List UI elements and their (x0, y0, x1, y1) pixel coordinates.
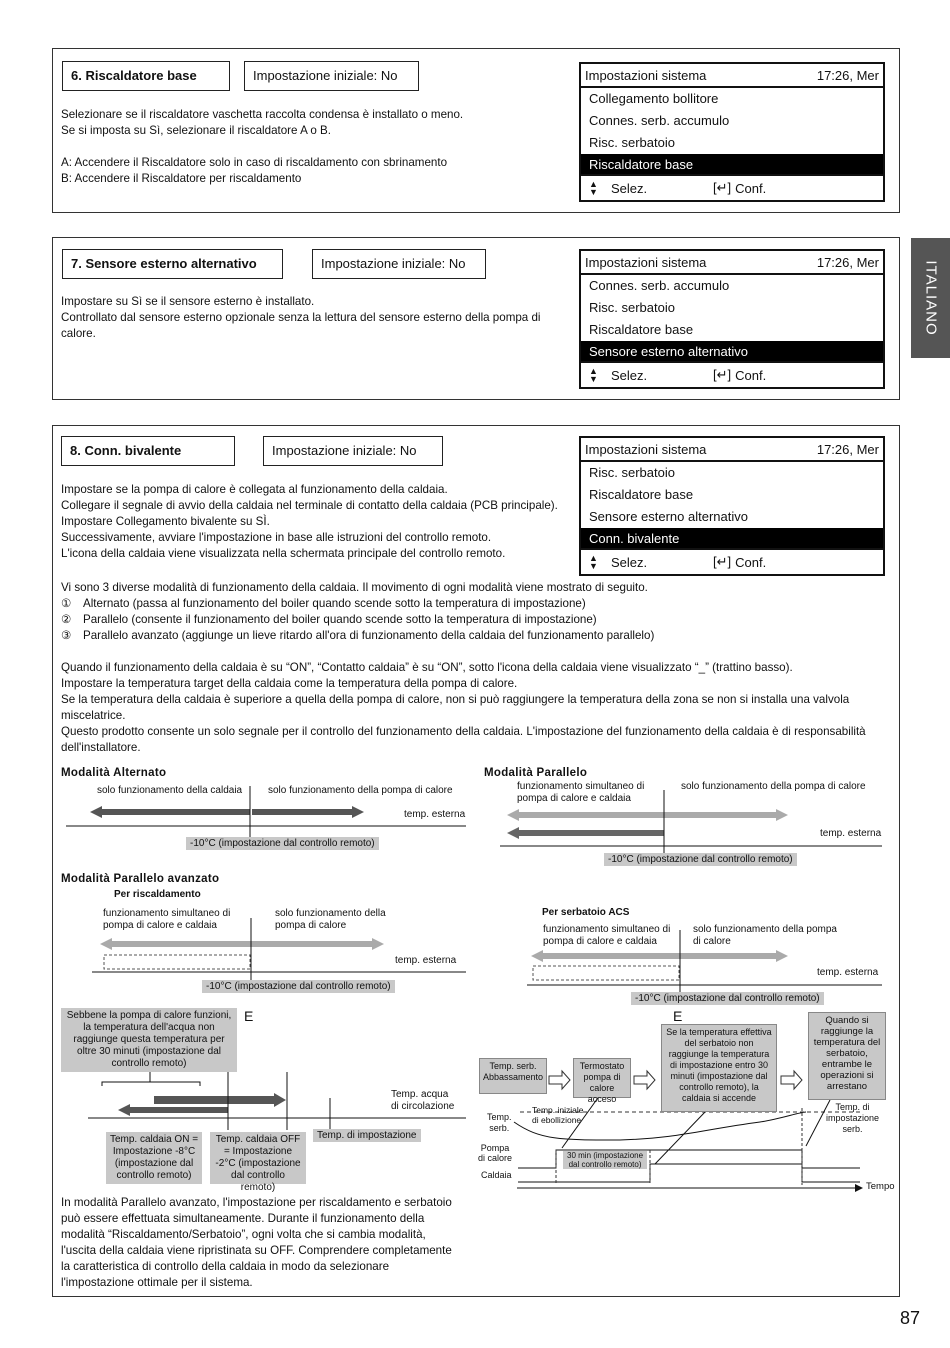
section-6-screen: Impostazioni sistema 17:26, Mer Collegamento bollitore Connes. serb. accumulo Risc. serbatoio Riscaldatore base ▲ ▼ Selez. [↵] Conf. (579, 62, 885, 202)
screen-item: Sensore esterno alternativo (589, 509, 748, 524)
flow-step-4: Quando si raggiunge la temperatura del serbatoio, entrambe le operazioni si arrestano (808, 1012, 886, 1100)
tankflow-boiler: Caldaia (481, 1170, 512, 1180)
section-8-screen: Impostazioni sistema 17:26, Mer Risc. serbatoio Riscaldatore base Sensore esterno alternativo Conn. bivalente ▲ ▼ Selez. [↵] Conf. (579, 436, 885, 576)
flow-step-3: Se la temperatura effettiva del serbatoio non raggiunge la temperatura di impostazione entro 30 minuti (impostazione dal controllo remoto), la caldaia si accende (661, 1024, 777, 1112)
screen-item-selected: Conn. bivalente (581, 528, 883, 550)
modes-list: ① Alternato (passa al funzionamento del boiler quando scende sotto la temperatura di impostazione) ② Parallelo (consente il funzionamento del boiler quando scende sotto la temperatura di impostazione) ③ Parallelo avanzato (aggiunge un lieve ritardo all'ora di funzionamento della caldaia del funzionamento parallelo) (61, 597, 655, 642)
avanzato-heating-sub: Per riscaldamento (114, 889, 201, 900)
screen-item: Risc. serbatoio (589, 300, 675, 315)
section-6-initial: Impostazione iniziale: No (244, 61, 419, 91)
avanzato-heating-right: solo funzionamento della pompa di calore (275, 908, 386, 931)
enter-icon: [↵] (713, 367, 732, 382)
section-6-title: 6. Riscaldatore base (62, 61, 230, 91)
alternato-setpoint: -10°C (impostazione dal controllo remoto) (186, 837, 379, 850)
screen-item: Collegamento bollitore (589, 91, 719, 106)
section-7-text: Impostare su Sì se il sensore esterno è installato. Controllato dal sensore esterno opzionale senza la lettura del sensore esterno della pompa di calore. (61, 295, 541, 340)
section-8-text: Impostare se la pompa di calore è collegata al funzionamento della caldaia. Collegare il segnale di avvio della caldaia nel terminale di contatto della caldaia (PCB principale). Impostare Collegamento bivalente su SÌ. Successivamente, avviare l'impostazione in base alle istruzioni del controllo remoto. L'icona della caldaia viene visualizzata nella schermata principale del controllo remoto. (61, 483, 558, 560)
section-7-title: 7. Sensore esterno alternativo (62, 249, 283, 279)
water-off-box: Temp. caldaia OFF = Impostazione -2°C (impostazione dal controllo remoto) (210, 1132, 306, 1184)
parallelo-left: funzionamento simultaneo di pompa di calore e caldaia (517, 781, 645, 804)
water-on-box: Temp. caldaia ON = Impostazione -8°C (impostazione dal controllo remoto) (106, 1132, 202, 1184)
tankflow-temp-serb: Temp. serb. (487, 1112, 512, 1133)
tankflow-set: Temp. di impostazione serb. (826, 1102, 880, 1134)
screen-item: Connes. serb. accumulo (589, 278, 730, 293)
screen-item-selected: Sensore esterno alternativo (581, 341, 883, 363)
tankflow-30min: 30 min (impostazione dal controllo remoto) (563, 1151, 647, 1169)
updown-icon: ▲ ▼ (589, 179, 598, 197)
screen-item: Risc. serbatoio (589, 135, 675, 150)
screen-item-selected: Riscaldatore base (581, 154, 883, 176)
avanzato-tank-sub: Per serbatoio ACS (542, 907, 630, 918)
parallelo-title: Modalità Parallelo (484, 767, 588, 779)
alternato-axis: temp. esterna (404, 809, 466, 820)
page-number: 87 (900, 1308, 921, 1328)
tankflow-pump: Pompa di calore (478, 1143, 513, 1163)
screen-item: Riscaldatore base (589, 322, 694, 337)
avanzato-tank-left: funzionamento simultaneo di pompa di calore e caldaia (543, 924, 671, 947)
avanzato-heating-axis: temp. esterna (395, 955, 457, 966)
parallelo-setpoint: -10°C (impostazione dal controllo remoto) (604, 853, 797, 866)
avanzato-tank-right: solo funzionamento della pompa di calore (693, 924, 837, 947)
avanzato-tank-setpoint: -10°C (impostazione dal controllo remoto) (631, 992, 824, 1005)
alternato-left: solo funzionamento della caldaia (97, 785, 243, 796)
flow-step-1: Temp. serb. Abbassamento (479, 1058, 547, 1094)
section-7-screen: Impostazioni sistema 17:26, Mer Connes. serb. accumulo Risc. serbatoio Riscaldatore base Sensore esterno alternativo ▲ ▼ Selez. [↵] Conf. (579, 249, 885, 389)
avanzato-tank-axis: temp. esterna (817, 967, 879, 978)
avanzato-title: Modalità Parallelo avanzato (61, 873, 220, 885)
section-8-title: 8. Conn. bivalente (61, 436, 235, 466)
water-set-tag: Temp. di impostazione (313, 1129, 421, 1142)
avanzato-heating-left: funzionamento simultaneo di pompa di calore e caldaia (103, 908, 231, 931)
alternato-right: solo funzionamento della pompa di calore (268, 785, 453, 796)
boiler-paragraph: Quando il funzionamento della caldaia è su “ON”, “Contatto caldaia” è su “ON”, sotto l'icona della caldaia viene visualizzato “_” (trattino basso). Impostare la temperatura target della caldaia come la temperatura della pompa di calore. Se la temperatura della caldaia è superiore a quella della pompa di calore, non si può raggiungere la temperatura della zona se non si installa una valvola miscelatrice. Questo prodotto consente un solo segnale per il controllo del funzionamento della caldaia. L'impostazione del funzionamento della caldaia è di responsabilità dell'installatore. (61, 661, 866, 754)
section-8-initial: Impostazione iniziale: No (263, 436, 443, 466)
screen-item: Connes. serb. accumulo (589, 113, 730, 128)
enter-icon: [↵] (713, 180, 732, 195)
parallelo-axis: temp. esterna (820, 828, 882, 839)
language-tab: ITALIANO (911, 238, 950, 358)
updown-icon: ▲ ▼ (589, 553, 598, 571)
alternato-title: Modalità Alternato (61, 767, 167, 779)
screen-item: Riscaldatore base (589, 487, 694, 502)
section-6-text: Selezionare se il riscaldatore vaschetta raccolta condensa è installato o meno. Se si imposta su Sì, selezionare il riscaldatore A o B. A: Accendere il Riscaldatore solo in caso di riscaldamento con sbrinamento B: Accendere il Riscaldatore per riscaldamento (61, 108, 464, 185)
flow-step-2: Termostato pompa di calore acceso (573, 1058, 631, 1098)
screen-item: Risc. serbatoio (589, 465, 675, 480)
modes-intro: Vi sono 3 diverse modalità di funzionamento della caldaia. Il movimento di ogni modalità viene mostrato di seguito. (61, 581, 648, 594)
parallelo-right: solo funzionamento della pompa di calore (681, 781, 866, 792)
enter-icon: [↵] (713, 554, 732, 569)
section-7-initial: Impostazione iniziale: No (312, 249, 486, 279)
water-e-label: E (244, 1008, 254, 1024)
avanzato-heating-setpoint: -10°C (impostazione dal controllo remoto) (202, 980, 395, 993)
tankflow-time: Tempo (866, 1181, 895, 1192)
final-paragraph: In modalità Parallelo avanzato, l'impostazione per riscaldamento e serbatoio può essere effettuata simultaneamente. Durante il funzionamento della modalità “Riscaldamento/Serbatoio”, ogni volta che si cambia modalità, l'uscita della caldaia viene ripristinata su OFF. Comprendere completamente la caratteristica di controllo della caldaia in modo da selezionare l'impostazione ottimale per il sistema. (61, 1196, 452, 1289)
tankflow-init: Temp. iniziale di ebollizione (532, 1105, 584, 1125)
water-note: Sebbene la pompa di calore funzioni, la temperatura dell'acqua non raggiunge questa temperatura per oltre 30 minuti (impostazione dal controllo remoto) (61, 1008, 237, 1072)
tankflow-e-label: E (673, 1008, 683, 1024)
water-axis: Temp. acqua di circolazione (391, 1089, 455, 1112)
updown-icon: ▲ ▼ (589, 366, 598, 384)
